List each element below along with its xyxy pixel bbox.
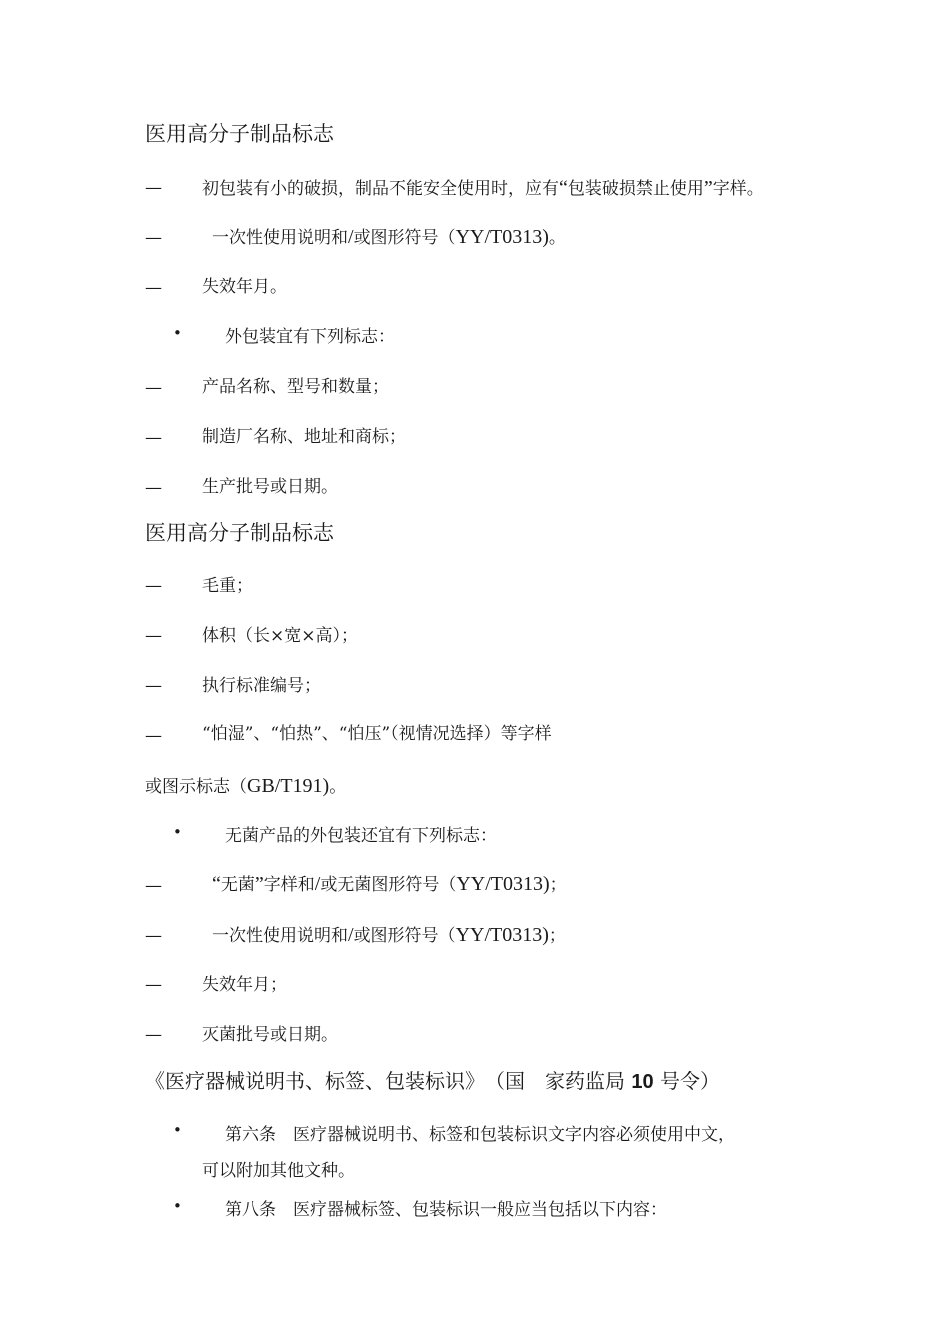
dash-marker: —	[145, 428, 162, 448]
dash-marker: —	[145, 876, 162, 896]
article-six-continuation: 可以附加其他文种。	[202, 1161, 355, 1181]
bullet-marker: •	[173, 1197, 182, 1215]
regulation-heading: 《医疗器械说明书、标签、包装标识》 （国 家药监局 10 号令）	[145, 1069, 720, 1093]
continuation-text: 或图示标志（GB/T191)。	[145, 775, 347, 797]
bullet-marker: •	[173, 823, 182, 841]
list-item-handling-marks: “怕湿”、“怕热”、“怕压”（视情况选择）等字样	[202, 724, 552, 744]
list-item-single-use-2: 一次性使用说明和/或图形符号（YY/T0313)；	[212, 924, 566, 946]
dash-marker: —	[145, 1025, 162, 1045]
dash-marker: —	[145, 726, 162, 746]
section-heading-1: 医用高分子制品标志	[145, 122, 334, 146]
list-item-batch: 生产批号或日期。	[202, 477, 338, 497]
bullet-marker: •	[173, 324, 182, 342]
list-item-sterilization-batch: 灭菌批号或日期。	[202, 1025, 338, 1045]
dash-marker: —	[145, 926, 162, 946]
list-item-single-use: 一次性使用说明和/或图形符号（YY/T0313)。	[212, 226, 566, 248]
list-item-damage: 初包装有小的破损，制品不能安全使用时，应有“包装破损禁止使用”字样。	[202, 177, 764, 199]
list-item-manufacturer: 制造厂名称、地址和商标；	[202, 427, 406, 447]
dash-marker: —	[145, 178, 162, 198]
list-item-gross-weight: 毛重；	[202, 576, 253, 596]
bullet-outer-package: 外包装宜有下列标志：	[225, 327, 395, 347]
list-item-expiry-2: 失效年月；	[202, 975, 287, 995]
bullet-marker: •	[173, 1121, 182, 1139]
dash-marker: —	[145, 626, 162, 646]
list-item-standard: 执行标准编号；	[202, 676, 321, 696]
list-item-sterile-mark: “无菌”字样和/或无菌图形符号（YY/T0313)；	[212, 873, 567, 895]
article-six: 第六条 医疗器械说明书、标签和包装标识文字内容必须使用中文，	[225, 1125, 735, 1145]
dash-marker: —	[145, 478, 162, 498]
dash-marker: —	[145, 975, 162, 995]
article-eight: 第八条 医疗器械标签、包装标识一般应当包括以下内容：	[225, 1200, 667, 1220]
list-item-volume: 体积（长×宽×高）；	[202, 626, 358, 646]
dash-marker: —	[145, 676, 162, 696]
list-item-expiry: 失效年月。	[202, 277, 287, 297]
dash-marker: —	[145, 228, 162, 248]
dash-marker: —	[145, 378, 162, 398]
bullet-sterile-package: 无菌产品的外包装还宜有下列标志：	[225, 826, 497, 846]
list-item-product-name: 产品名称、型号和数量；	[202, 377, 389, 397]
section-heading-2: 医用高分子制品标志	[145, 521, 334, 545]
dash-marker: —	[145, 278, 162, 298]
dash-marker: —	[145, 576, 162, 596]
